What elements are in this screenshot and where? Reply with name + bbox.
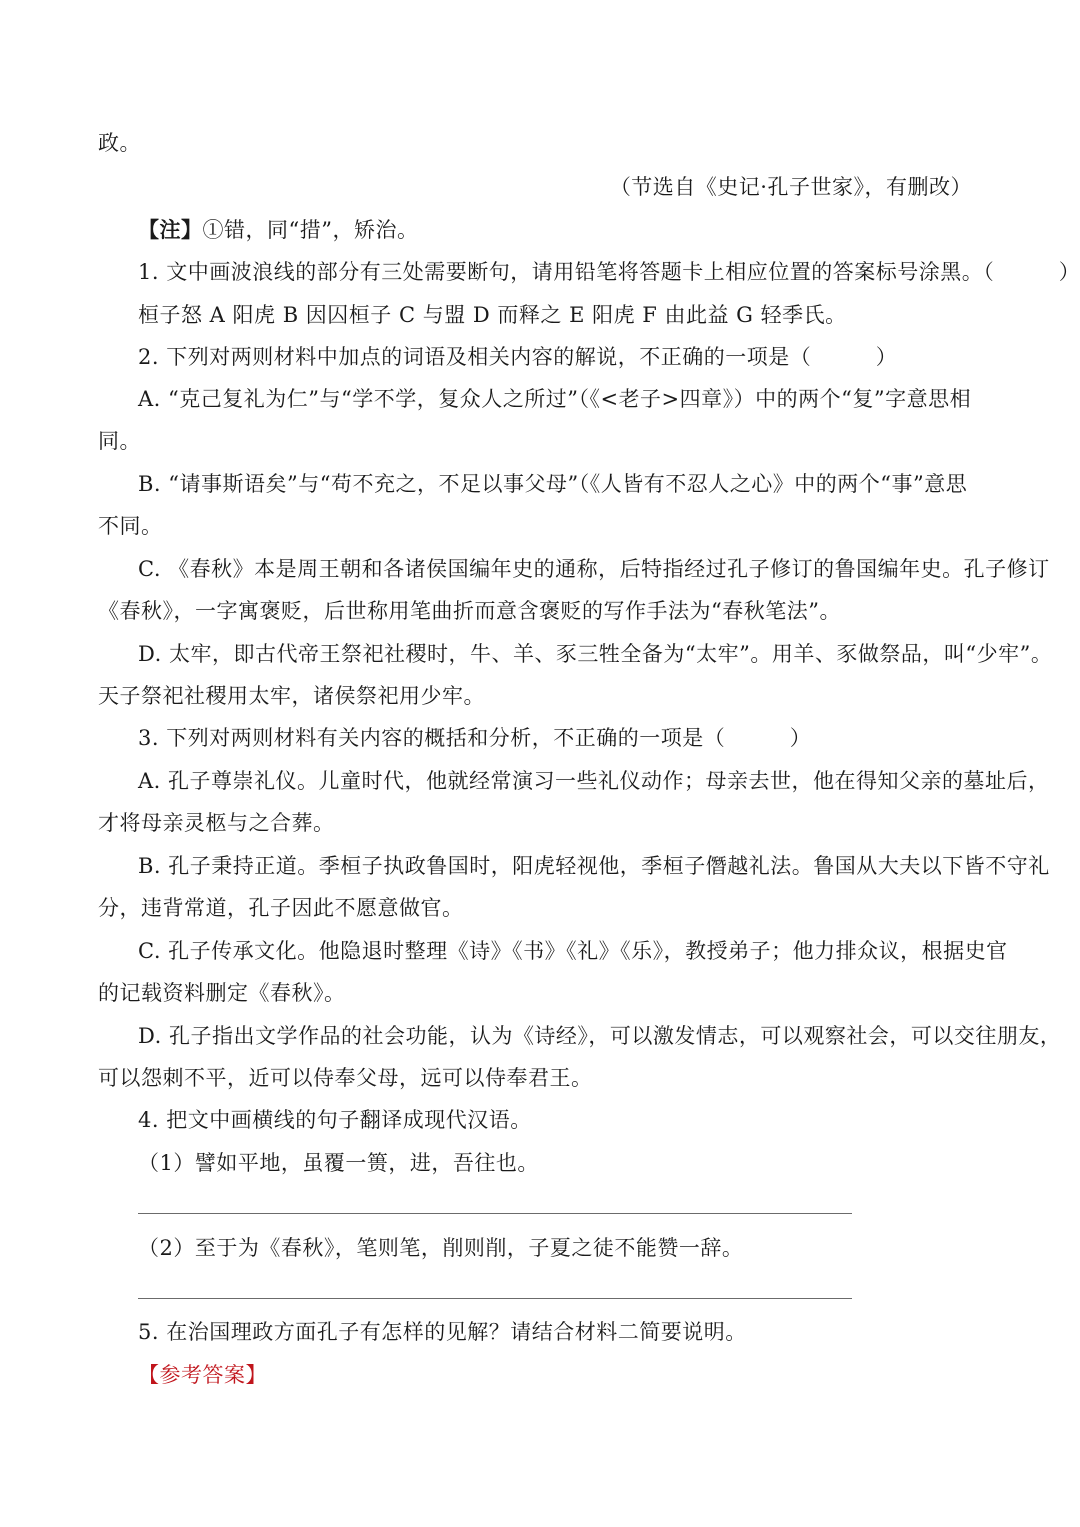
note-text: ①错，同“措”，矫治。 xyxy=(202,218,419,242)
q4-part1: （1）譬如平地，虽覆一篑，进，吾往也。 xyxy=(138,1151,539,1175)
q2-option-a-line2: 同。 xyxy=(98,429,141,453)
answer-line-1[interactable] xyxy=(138,1213,852,1214)
q1-text: 桓子怒 A 阳虎 B 因囚桓子 C 与盟 D 而释之 E 阳虎 F 由此益 G 轻季氏。 xyxy=(138,303,847,327)
passage-source: （节选自《史记·孔子世家》，有删改） xyxy=(609,175,972,199)
note-tag: 【注】 xyxy=(138,217,203,242)
q2-option-d-line2: 天子祭祀社稷用太牢，诸侯祭祀用少牢。 xyxy=(98,684,485,708)
q3-stem: 3. 下列对两则材料有关内容的概括和分析，不正确的一项是（ ） xyxy=(138,726,812,750)
q4-stem: 4. 把文中画横线的句子翻译成现代汉语。 xyxy=(138,1108,532,1132)
q2-option-c-line2: 《春秋》，一字寓褒贬，后世称用笔曲折而意含褒贬的写作手法为“春秋笔法”。 xyxy=(98,599,841,623)
q2-option-a-line1: A. “克己复礼为仁”与“学不学，复众人之所过”（《<老子>四章》）中的两个“复”字意思相 xyxy=(138,387,972,411)
q2-option-b-line1: B. “请事斯语矣”与“苟不充之，不足以事父母”（《人皆有不忍人之心》中的两个“事”意思 xyxy=(138,472,968,496)
q3-option-c-line1: C. 孔子传承文化。他隐退时整理《诗》《书》《礼》《乐》，教授弟子；他力排众议，根据史官 xyxy=(138,939,1008,963)
q2-stem: 2. 下列对两则材料中加点的词语及相关内容的解说，不正确的一项是（ ） xyxy=(138,345,898,369)
passage-end-text: 政。 xyxy=(98,131,141,155)
note xyxy=(138,215,418,245)
reference-answer-heading: 【参考答案】 xyxy=(138,1363,267,1387)
q3-option-b-line1: B. 孔子秉持正道。季桓子执政鲁国时，阳虎轻视他，季桓子僭越礼法。鲁国从大夫以下皆不守礼 xyxy=(138,854,1050,878)
q2-option-d-line1: D. 太牢，即古代帝王祭祀社稷时，牛、羊、豕三牲全备为“太牢”。用羊、豕做祭品，叫“少牢”。 xyxy=(138,642,1053,666)
q2-option-b-line2: 不同。 xyxy=(98,514,163,538)
q3-option-b-line2: 分，违背常道，孔子因此不愿意做官。 xyxy=(98,896,464,920)
q2-option-c-line1: C. 《春秋》本是周王朝和各诸侯国编年史的通称，后特指经过孔子修订的鲁国编年史。孔子修订 xyxy=(138,557,1050,581)
q3-option-d-line2: 可以怨刺不平，近可以侍奉父母，远可以侍奉君王。 xyxy=(98,1066,593,1090)
q3-option-d-line1: D. 孔子指出文学作品的社会功能，认为《诗经》，可以激发情志，可以观察社会，可以交往朋友， xyxy=(138,1024,1062,1048)
answer-line-2[interactable] xyxy=(138,1298,852,1299)
q3-option-c-line2: 的记载资料删定《春秋》。 xyxy=(98,981,346,1005)
q3-option-a-line2: 才将母亲灵柩与之合葬。 xyxy=(98,811,335,835)
q1-stem: 1. 文中画波浪线的部分有三处需要断句，请用铅笔将答题卡上相应位置的答案标号涂黑。（ ） xyxy=(138,260,1080,284)
q4-part2: （2）至于为《春秋》，笔则笔，削则削，子夏之徒不能赞一辞。 xyxy=(138,1236,744,1260)
q5-stem: 5. 在治国理政方面孔子有怎样的见解？请结合材料二简要说明。 xyxy=(138,1320,747,1344)
q3-option-a-line1: A. 孔子尊崇礼仪。儿童时代，他就经常演习一些礼仪动作；母亲去世，他在得知父亲的墓址后， xyxy=(138,769,1050,793)
